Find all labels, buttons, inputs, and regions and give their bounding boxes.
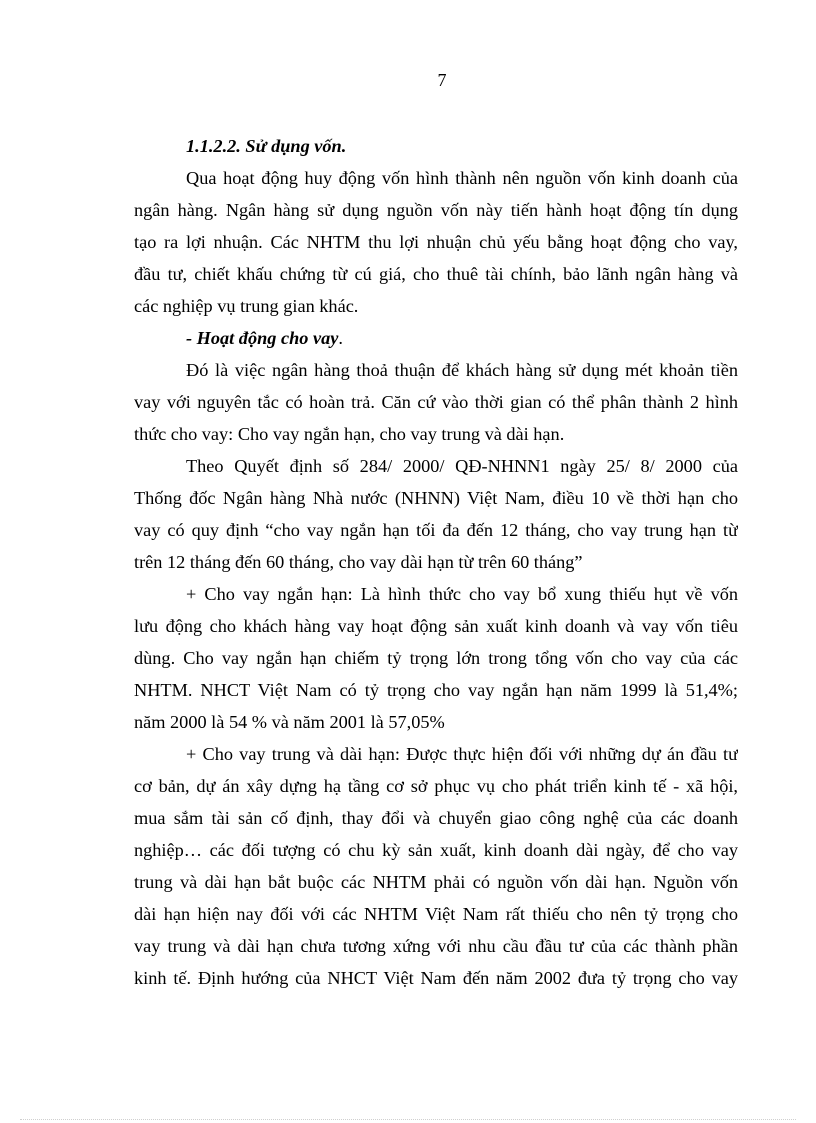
- paragraph-line: Thống đốc Ngân hàng Nhà nước (NHNN) Việt Nam, điều 10 về thời hạn cho: [134, 488, 738, 508]
- lending-subheading-text: - Hoạt động cho vay: [186, 328, 339, 348]
- paragraph-line: vay có quy định “cho vay ngắn hạn tối đa đến 12 tháng, cho vay trung hạn từ: [134, 520, 738, 540]
- paragraph-line: ngân hàng. Ngân hàng sử dụng nguồn vốn này tiến hành hoạt động tín dụng: [134, 200, 738, 220]
- paragraph-line: dùng. Cho vay ngắn hạn chiếm tỷ trọng lớn trong tổng vốn cho vay của các: [134, 648, 738, 668]
- lending-subheading-tail: .: [338, 328, 343, 348]
- paragraph-line: Qua hoạt động huy động vốn hình thành nên nguồn vốn kinh doanh của: [186, 168, 738, 188]
- paragraph-line: nghiệp… các đối tượng có chu kỳ sản xuất, kinh doanh dài ngày, để cho vay: [134, 840, 738, 860]
- page-edge-divider: [20, 1119, 796, 1120]
- paragraph-lending-definition: [134, 354, 738, 450]
- paragraph-decision-284: [134, 450, 738, 578]
- paragraph-line: kinh tế. Định hướng của NHCT Việt Nam đến năm 2002 đưa tỷ trọng cho vay: [134, 968, 738, 988]
- paragraph-line: Đó là việc ngân hàng thoả thuận để khách hàng sử dụng mét khoản tiền: [186, 360, 738, 380]
- paragraph-line: trên 12 tháng đến 60 tháng, cho vay dài hạn từ trên 60 tháng”: [134, 552, 583, 572]
- lending-subheading: [134, 322, 738, 354]
- paragraph-line: cơ bản, dự án xây dựng hạ tầng cơ sở phục vụ cho phát triển kinh tế - xã hội,: [134, 776, 738, 796]
- paragraph-short-term-loans: [134, 578, 738, 738]
- paragraph-line: + Cho vay trung và dài hạn: Được thực hiện đối với những dự án đầu tư: [186, 744, 738, 764]
- page-number: 7: [437, 70, 447, 90]
- paragraph-line: trung và dài hạn bắt buộc các NHTM phải có nguồn vốn dài hạn. Nguồn vốn: [134, 872, 738, 892]
- paragraph-line: + Cho vay ngắn hạn: Là hình thức cho vay bổ xung thiếu hụt về vốn: [186, 584, 738, 604]
- paragraph-line: vay với nguyên tắc có hoàn trả. Căn cứ vào thời gian có thể phân thành 2 hình: [134, 392, 738, 412]
- paragraph-line: lưu động cho khách hàng vay hoạt động sản xuất kinh doanh và vay vốn tiêu: [134, 616, 738, 636]
- paragraph-medium-long-term-loans: [134, 738, 738, 994]
- paragraph-line: tạo ra lợi nhuận. Các NHTM thu lợi nhuận chủ yếu bằng hoạt động cho vay,: [134, 232, 738, 252]
- paragraph-line: năm 2000 là 54 % và năm 2001 là 57,05%: [134, 712, 445, 732]
- paragraph-capital-use: [134, 162, 738, 322]
- paragraph-line: vay trung và dài hạn chưa tương xứng với nhu cầu đầu tư của các thành phần: [134, 936, 738, 956]
- paragraph-line: Theo Quyết định số 284/ 2000/ QĐ-NHNN1 ngày 25/ 8/ 2000 của: [186, 456, 738, 476]
- paragraph-line: đầu tư, chiết khấu chứng từ cú giá, cho thuê tài chính, bảo lãnh ngân hàng và: [134, 264, 738, 284]
- document-body: [134, 130, 738, 994]
- paragraph-line: NHTM. NHCT Việt Nam có tỷ trọng cho vay ngắn hạn năm 1999 là 51,4%;: [134, 680, 738, 700]
- paragraph-line: thức cho vay: Cho vay ngắn hạn, cho vay trung và dài hạn.: [134, 424, 565, 444]
- paragraph-line: mua sắm tài sản cố định, thay đổi và chuyển giao công nghệ của các doanh: [134, 808, 738, 828]
- paragraph-line: dài hạn hiện nay đối với các NHTM Việt Nam rất thiếu cho nên tỷ trọng cho: [134, 904, 738, 924]
- paragraph-line: các nghiệp vụ trung gian khác.: [134, 296, 359, 316]
- section-heading: 1.1.2.2. Sử dụng vốn.: [186, 136, 347, 156]
